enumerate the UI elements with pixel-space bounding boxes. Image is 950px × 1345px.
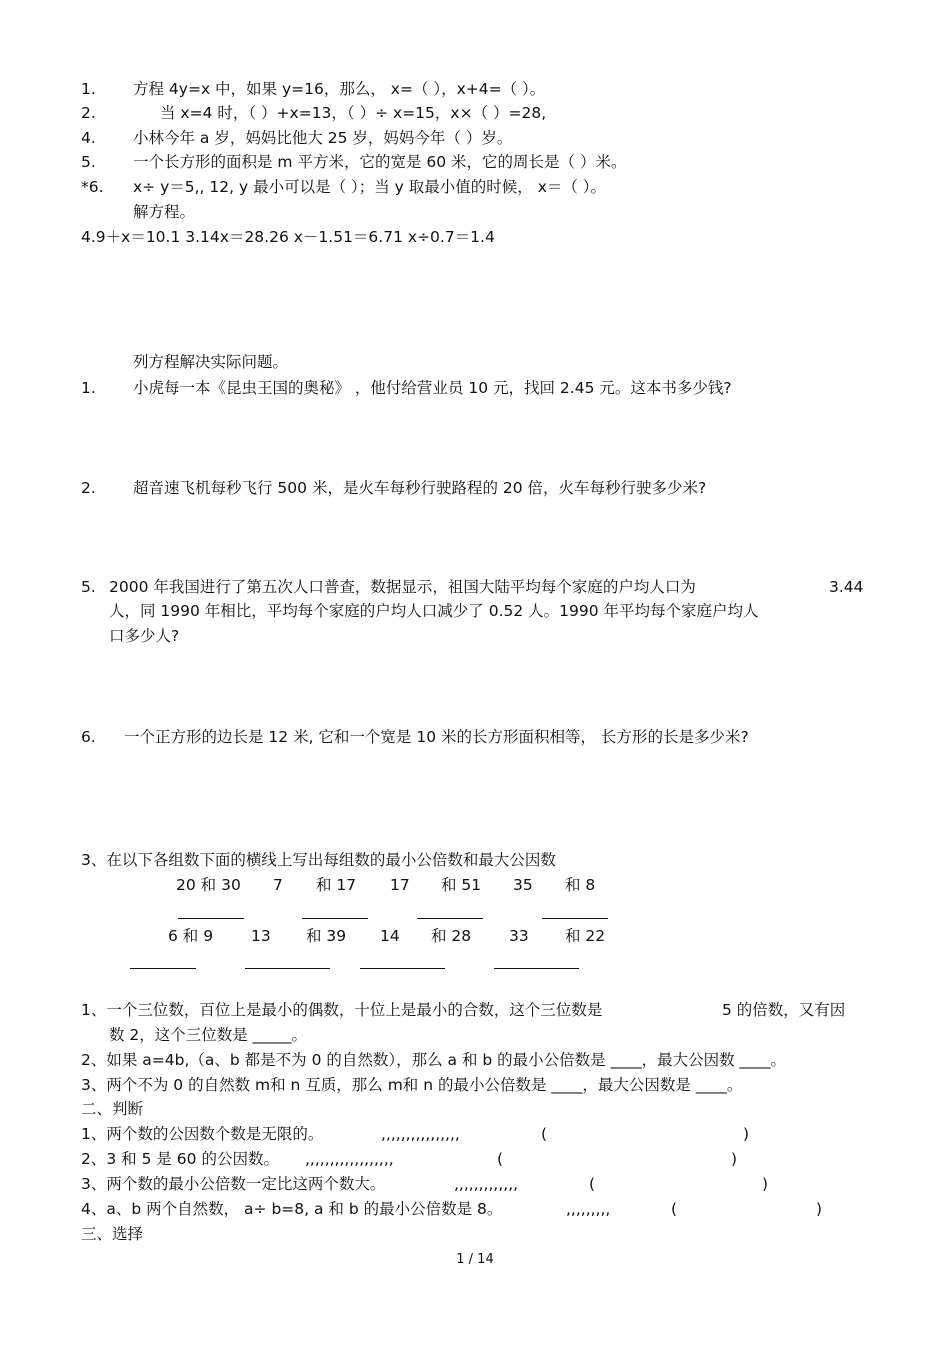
judge-item-1: 1、两个数的公因数个数是无限的。 — [81, 1125, 324, 1143]
number-pair: 17 — [390, 876, 410, 894]
fill-question-6: x÷ y＝5,, 12, y 最小可以是（ ）；当 y 取最小值的时候， x＝（ ）。 — [133, 178, 607, 196]
number-pair: 和 17 — [316, 876, 357, 894]
number-pair: 7 — [273, 876, 283, 894]
section1-question-1-line-1: 1、一个三位数，百位上是最小的偶数，十位上是最小的合数，这个三位数是 — [81, 1001, 603, 1019]
section1-question-2: 2、如果 a=4b,（a、b 都是不为 0 的自然数），那么 a 和 b 的最小公倍数是 ____，最大公因数 ____。 — [81, 1051, 787, 1069]
number-pair: 和 28 — [431, 927, 472, 945]
question-number: 2. — [81, 479, 96, 497]
word-problem-6: 一个正方形的边长是 12 米, 它和一个宽是 10 米的长方形面积相等， 长方形的长是多少米? — [124, 728, 749, 746]
number-pair: 13 — [251, 927, 271, 945]
page-number: 1 / 14 — [456, 1252, 494, 1267]
judge-item-dots: ,,,,,,,,, — [566, 1200, 611, 1218]
question-number: 4. — [81, 129, 96, 147]
word-problem-1: 小虎每一本《昆虫王国的奥秘》 ，他付给营业员 10 元，找回 2.45 元。这本书多少钱? — [133, 379, 732, 397]
number-pair: 14 — [380, 927, 400, 945]
number-pair: 和 22 — [565, 927, 606, 945]
word-problem-5-line-3: 口多少人? — [109, 627, 180, 645]
number-pair: 和 39 — [306, 927, 347, 945]
number-pair: 35 — [513, 876, 533, 894]
judge-item-dots: ,,,,,,,,,,,,,,,, — [381, 1125, 460, 1143]
question-number: 1. — [81, 80, 96, 98]
word-problems-title: 列方程解决实际问题。 — [133, 353, 289, 371]
judge-bracket-close[interactable]: ) — [816, 1200, 823, 1218]
word-problem-5-line-2: 人，同 1990 年相比，平均每个家庭的户均人口减少了 0.52 人。1990 年平均每个家庭户均人 — [109, 602, 759, 620]
lcm-gcf-title: 3、在以下各组数下面的横线上写出每组数的最小公倍数和最大公因数 — [81, 851, 556, 869]
answer-line[interactable] — [178, 918, 244, 919]
answer-line[interactable] — [360, 968, 445, 969]
equation-list: 4.9＋x＝10.1 3.14x＝28.26 x－1.51＝6.71 x÷0.7＝1.4 — [81, 228, 495, 246]
answer-line[interactable] — [417, 918, 483, 919]
judge-item-3: 3、两个数的最小公倍数一定比这两个数大。 — [81, 1175, 386, 1193]
section3-title: 三、选择 — [81, 1225, 144, 1243]
number-pair: 和 51 — [441, 876, 482, 894]
section1-question-1-line-2: 数 2，这个三位数是 _____。 — [109, 1026, 307, 1044]
section2-title: 二、判断 — [81, 1100, 144, 1118]
question-number: 1. — [81, 379, 96, 397]
number-pair: 和 8 — [565, 876, 596, 894]
answer-line[interactable] — [542, 918, 608, 919]
question-number: 2. — [81, 104, 96, 122]
judge-bracket-open[interactable]: ( — [497, 1150, 504, 1168]
fill-question-4: 小林今年 a 岁，妈妈比他大 25 岁，妈妈今年（ ）岁。 — [133, 129, 513, 147]
judge-bracket-close[interactable]: ) — [762, 1175, 769, 1193]
fill-question-2: 当 x=4 时，（ ）+x=13，（ ）÷ x=15，x×（ ）=28, — [160, 104, 547, 122]
solve-title: 解方程。 — [133, 203, 196, 221]
question-number: 5. — [81, 153, 96, 171]
question-number: 6. — [81, 728, 96, 746]
section1-question-3: 3、两个不为 0 的自然数 m和 n 互质，那么 m和 n 的最小公倍数是 ____，最大公因数是 ____。 — [81, 1076, 743, 1094]
answer-line[interactable] — [130, 968, 196, 969]
question-number: 5. — [81, 578, 96, 596]
judge-item-dots: ,,,,,,,,,,,,,,,,,, — [305, 1150, 394, 1168]
fill-question-5: 一个长方形的面积是 m 平方米，它的宽是 60 米，它的周长是（ ）米。 — [133, 153, 627, 171]
number-pair: 6 和 9 — [168, 927, 214, 945]
answer-line[interactable] — [245, 968, 330, 969]
fill-question-1: 方程 4y=x 中，如果 y=16，那么， x=（ ），x+4=（ ）。 — [133, 80, 546, 98]
judge-bracket-open[interactable]: ( — [541, 1125, 548, 1143]
judge-item-dots: ,,,,,,,,,,,,, — [454, 1175, 519, 1193]
word-problem-5-number: 3.44 — [829, 578, 864, 596]
answer-line[interactable] — [302, 918, 368, 919]
answer-line[interactable] — [494, 968, 579, 969]
number-pair: 33 — [509, 927, 529, 945]
judge-bracket-open[interactable]: ( — [671, 1200, 678, 1218]
judge-item-2: 2、3 和 5 是 60 的公因数。 — [81, 1150, 279, 1168]
judge-bracket-open[interactable]: ( — [589, 1175, 596, 1193]
judge-bracket-close[interactable]: ) — [731, 1150, 738, 1168]
number-pair: 20 和 30 — [176, 876, 241, 894]
word-problem-2: 超音速飞机每秒飞行 500 米，是火车每秒行驶路程的 20 倍，火车每秒行驶多少米? — [133, 479, 707, 497]
judge-item-4: 4、a、b 两个自然数， a÷ b=8, a 和 b 的最小公倍数是 8。 — [81, 1200, 503, 1218]
word-problem-5-line-1: 2000 年我国进行了第五次人口普查，数据显示，祖国大陆平均每个家庭的户均人口为 — [109, 578, 696, 596]
judge-bracket-close[interactable]: ) — [743, 1125, 750, 1143]
section1-question-1-tail: 5 的倍数，又有因 — [722, 1001, 846, 1019]
question-number: *6. — [81, 178, 104, 196]
